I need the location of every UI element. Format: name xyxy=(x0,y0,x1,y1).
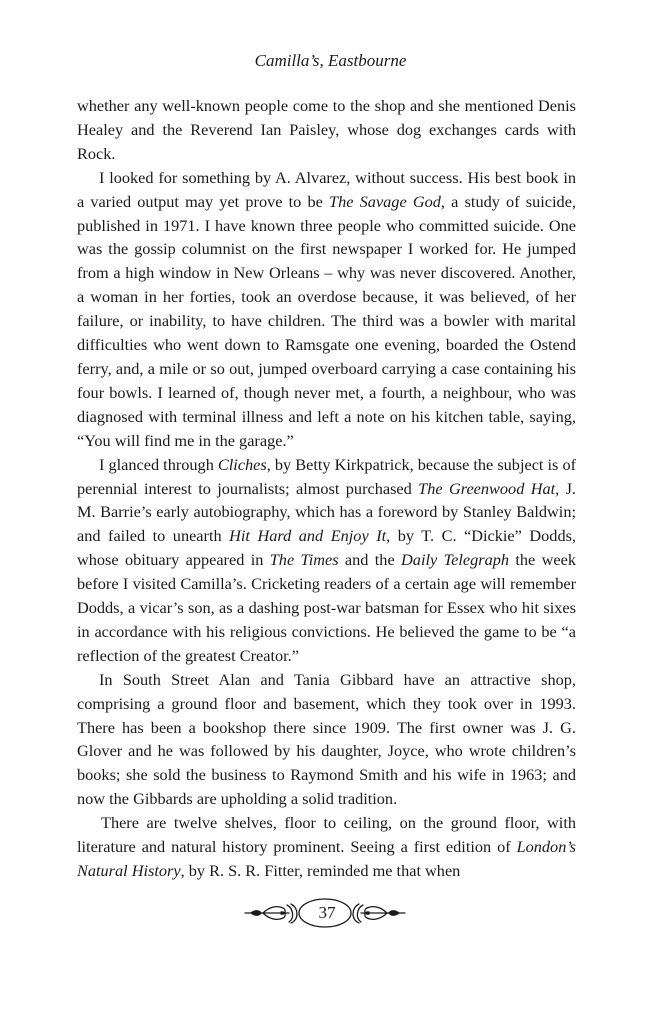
italic-title: London’s Natural History xyxy=(77,837,576,880)
italic-title: Daily Telegraph xyxy=(401,550,510,570)
italic-title: The Greenwood Hat xyxy=(418,478,556,498)
italic-title: Cliches xyxy=(217,454,267,474)
italic-title: Hit Hard and Enjoy It xyxy=(229,526,387,546)
text-run: whether any well-known people come to the shop and she mentioned Denis Healey and the Reverend Ian Paisley, whose dog exchanges cards with Rock. xyxy=(77,96,576,163)
paragraph-4 xyxy=(77,668,576,811)
paragraph-2 xyxy=(77,166,576,453)
text-run: I looked for something by A. Alvarez, without success. His best book in a varied output may yet prove to be xyxy=(77,167,576,211)
paragraph-5 xyxy=(77,811,576,883)
page-number: 37 xyxy=(318,903,336,922)
text-run: and the xyxy=(338,550,402,570)
body-text xyxy=(77,94,576,883)
book-page xyxy=(77,50,576,883)
text-run: , by Betty Kirkpatrick, because the subject is of perennial interest to journalists; almost purchased xyxy=(77,454,577,498)
text-run: I glanced through xyxy=(99,454,218,474)
paragraph-3 xyxy=(77,453,576,668)
italic-title: The Times xyxy=(269,550,339,570)
text-run: , by T. C. “Dickie” Dodds, whose obituary appeared in xyxy=(77,526,576,570)
text-run: There are twelve shelves, floor to ceiling, on the ground floor, with literature and natural history prominent. Seeing a first edition of xyxy=(77,813,576,857)
paragraph-1 xyxy=(77,94,576,166)
text-run: In South Street Alan and Tania Gibbard have an attractive shop, comprising a ground floor and basement, which they took over in 1993. There has been a bookshop there since 1909. The first owner was J. G. Glover and he was followed by his daughter, Joyce, who wrote children’s books; she sold the business to Raymond Smith and his wife in 1963; and now the Gibbards are upholding a solid tradition. xyxy=(77,669,576,809)
running-head: Camilla’s, Eastbourne xyxy=(254,51,407,70)
text-run: , a study of suicide, published in 1971. I have known three people who committed suicide. One was the gossip columnist on the first newspaper I worked for. He jumped from a high window in New Orleans – why was never discovered. Another, a woman in her forties, took an overdose because, it was believed, of her failure, or inability, to have children. The third was a bowler with marital difficulties who went down to Ramsgate one evening, boarded the Ostend ferry, and, a mile or so out, jumped overboard carrying a case containing his four bowls. I learned of, though never met, a fourth, a neighbour, who was diagnosed with terminal illness and left a note on his kitchen table, saying, “You will find me in the garage.” xyxy=(77,191,576,450)
italic-title: The Savage God xyxy=(329,191,441,211)
text-run: , J. M. Barrie’s early autobiography, which has a foreword by Stanley Baldwin; and failed to unearth xyxy=(77,478,576,546)
text-run: , by R. S. R. Fitter, reminded me that when xyxy=(180,861,461,880)
text-run: the week before I visited Camilla’s. Cricketing readers of a certain age will remember Dodds, a vicar’s son, as a dashing post-war batsman for Essex who hit sixes in accordance with his religious convictions. He believed the game to be “a reflection of the greatest Creator.” xyxy=(77,550,577,665)
page-folio xyxy=(0,896,650,936)
